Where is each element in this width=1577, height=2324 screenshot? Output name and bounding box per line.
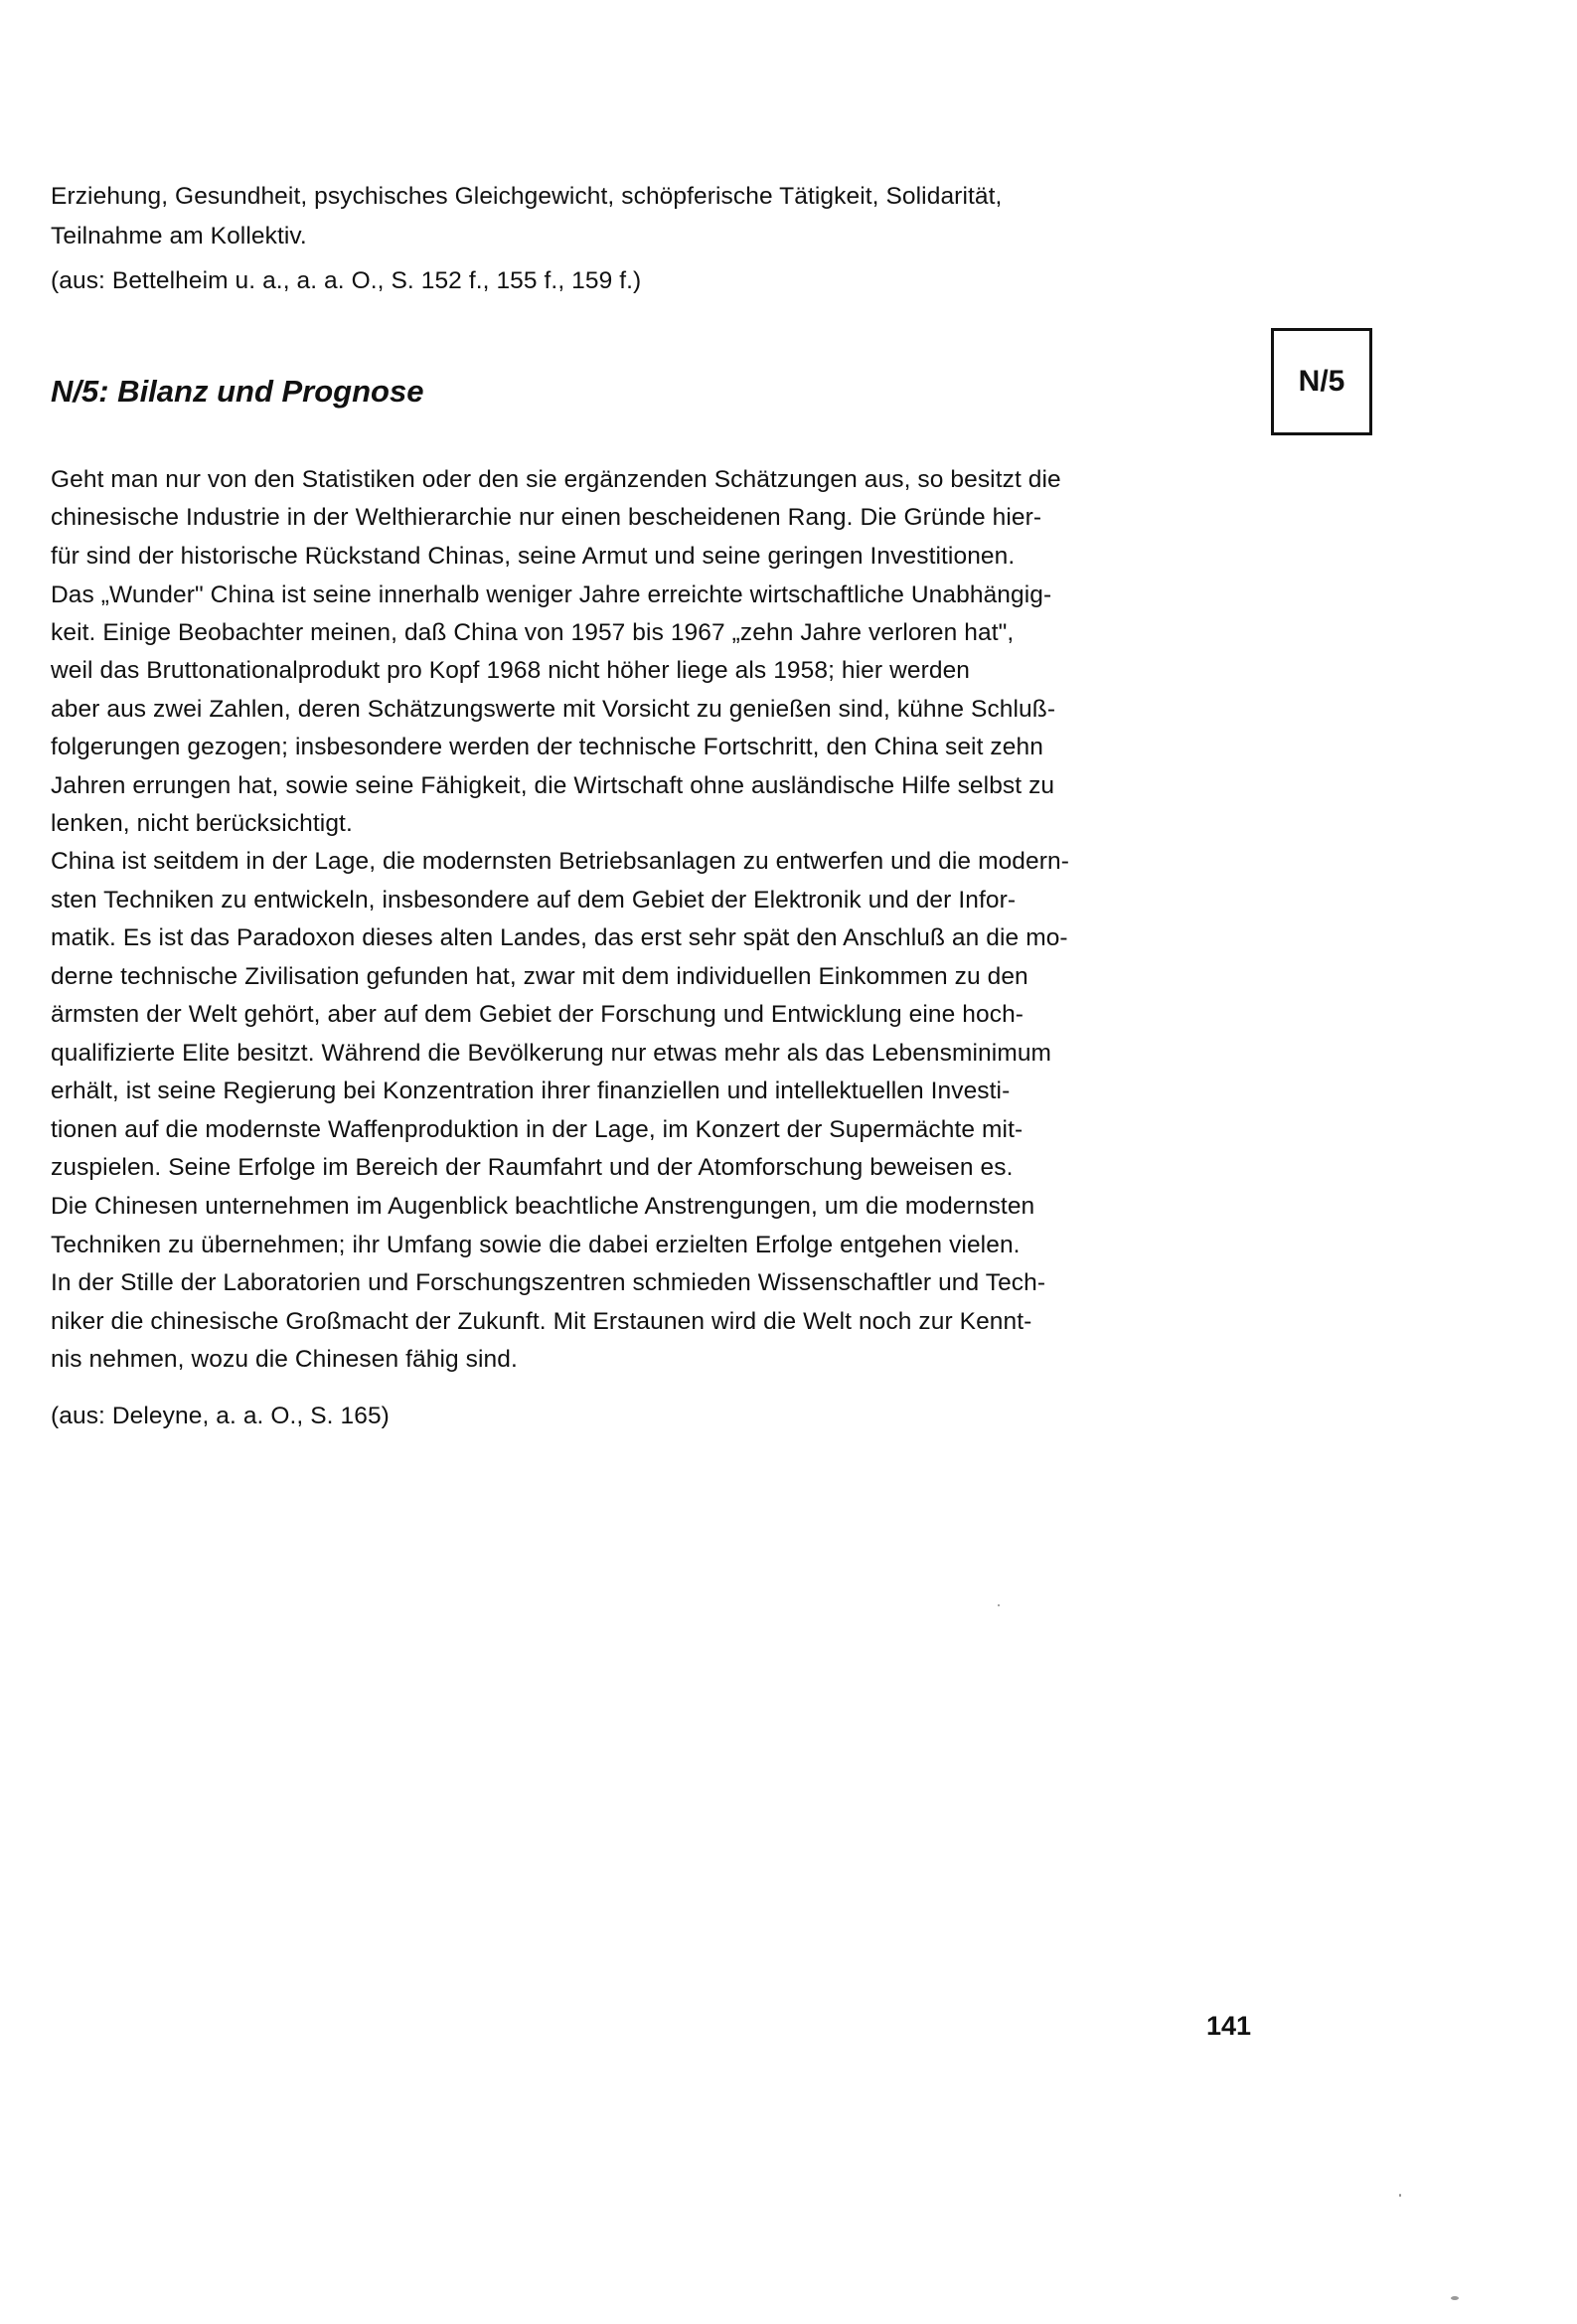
body-line: Techniken zu übernehmen; ihr Umfang sowie die dabei erzielten Erfolge entgehen vielen. <box>51 1232 1021 1258</box>
body-line: chinesische Industrie in der Welthierarchie nur einen bescheidenen Rang. Die Gründe hier- <box>51 504 1042 531</box>
body-line: keit. Einige Beobachter meinen, daß China von 1957 bis 1967 „zehn Jahre verloren hat", <box>51 619 1015 646</box>
section-marker-box <box>1271 328 1372 435</box>
body-line: erhält, ist seine Regierung bei Konzentration ihrer finanziellen und intellektuellen Investi- <box>51 1078 1011 1104</box>
body-line: ärmsten der Welt gehört, aber auf dem Gebiet der Forschung und Entwicklung eine hoch- <box>51 1001 1025 1028</box>
body-line: zuspielen. Seine Erfolge im Bereich der Raumfahrt und der Atomforschung beweisen es. <box>51 1154 1014 1181</box>
body-line: Die Chinesen unternehmen im Augenblick beachtliche Anstrengungen, um die modernsten <box>51 1193 1035 1220</box>
scan-speck <box>1451 2296 1459 2300</box>
body-line: nis nehmen, wozu die Chinesen fähig sind. <box>51 1346 518 1373</box>
body-line: Geht man nur von den Statistiken oder den sie ergänzenden Schätzungen aus, so besitzt die <box>51 466 1061 493</box>
body-line: Jahren errungen hat, sowie seine Fähigkeit, die Wirtschaft ohne ausländische Hilfe selbst zu <box>51 772 1055 799</box>
body-line: niker die chinesische Großmacht der Zukunft. Mit Erstaunen wird die Welt noch zur Kennt- <box>51 1308 1032 1335</box>
body-line: China ist seitdem in der Lage, die modernsten Betriebsanlagen zu entwerfen und die modern- <box>51 848 1069 875</box>
body-line: weil das Bruttonationalprodukt pro Kopf 1968 nicht höher liege als 1958; hier werden <box>51 657 971 684</box>
section-marker-label: N/5 <box>1298 365 1345 398</box>
intro-line: Teilnahme am Kollektiv. <box>51 223 307 249</box>
body-line: aber aus zwei Zahlen, deren Schätzungswerte mit Vorsicht zu genießen sind, kühne Schluß- <box>51 696 1056 723</box>
body-line: tionen auf die modernste Waffenproduktion in der Lage, im Konzert der Supermächte mit- <box>51 1116 1024 1143</box>
body-line: qualifizierte Elite besitzt. Während die Bevölkerung nur etwas mehr als das Lebensminimum <box>51 1040 1052 1067</box>
intro-line: Erziehung, Gesundheit, psychisches Gleichgewicht, schöpferische Tätigkeit, Solidarität, <box>51 183 1003 210</box>
section-citation: (aus: Deleyne, a. a. O., S. 165) <box>51 1403 390 1429</box>
body-line: Das „Wunder" China ist seine innerhalb weniger Jahre erreichte wirtschaftliche Unabhängig- <box>51 581 1052 608</box>
body-line: folgerungen gezogen; insbesondere werden der technische Fortschritt, den China seit zehn <box>51 734 1043 760</box>
scan-speck <box>998 1604 1000 1606</box>
body-line: In der Stille der Laboratorien und Forschungszentren schmieden Wissenschaftler und Tech- <box>51 1269 1046 1296</box>
body-line: lenken, nicht berücksichtigt. <box>51 810 353 837</box>
intro-citation: (aus: Bettelheim u. a., a. a. O., S. 152 f., 155 f., 159 f.) <box>51 267 642 294</box>
body-line: matik. Es ist das Paradoxon dieses alten Landes, das erst sehr spät den Anschluß an die mo- <box>51 924 1068 951</box>
body-line: für sind der historische Rückstand Chinas, seine Armut und seine geringen Investitionen. <box>51 543 1016 570</box>
page-number: 141 <box>1206 2011 1252 2041</box>
scan-speck <box>1399 2194 1401 2197</box>
body-line: derne technische Zivilisation gefunden hat, zwar mit dem individuellen Einkommen zu den <box>51 963 1028 990</box>
body-line: sten Techniken zu entwickeln, insbesondere auf dem Gebiet der Elektronik und der Infor- <box>51 887 1017 913</box>
section-heading: N/5: Bilanz und Prognose <box>51 374 424 409</box>
